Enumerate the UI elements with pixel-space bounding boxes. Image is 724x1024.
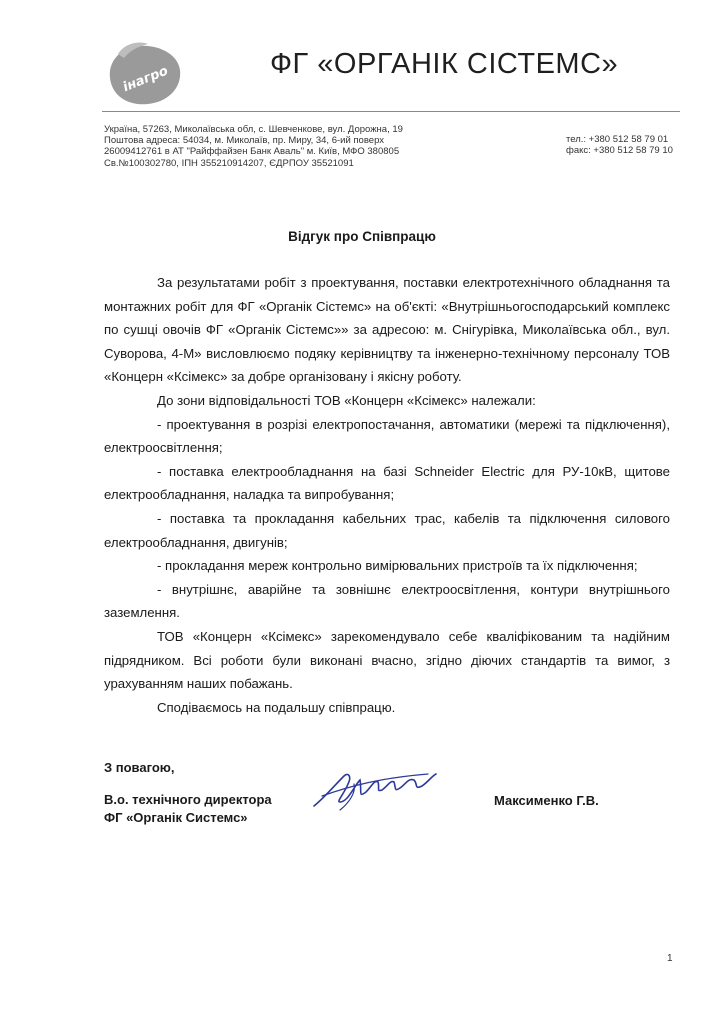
handwritten-signature [310,762,440,814]
inagro-logo [104,40,186,110]
address-block [104,124,403,169]
phone-number: тел.: +380 512 58 79 01 [566,134,669,145]
document-title: Відгук про Співпрацю [288,229,436,244]
paragraph: До зони відповідальності ТОВ «Концерн «Ксімекс» належали: [157,392,536,408]
list-item: - проектування в розрізі електропостачання, автоматики (мережі та підключення), електроосвітлення; [104,416,670,456]
paragraph: ТОВ «Концерн «Ксімекс» зарекомендувало себе кваліфікованим та надійним підрядником. Всі роботи були виконані вчасно, згідно діючих стандартів та вимог, з урахуванням наших побажань. [104,628,670,692]
fax-number: факс: +380 512 58 79 10 [566,145,673,157]
letter-body [104,271,670,719]
position-title: В.о. технічного директора [104,792,272,807]
svg-text:інагро: інагро [120,63,171,96]
address-line: Св.№100302780, ІПН 355210914207, ЄДРПОУ 35521091 [104,157,354,169]
position-company: ФГ «Органік Системс» [104,810,248,825]
address-line: Поштова адреса: 54034, м. Миколаїв, пр. Миру, 34, 6-ий поверх [104,135,384,147]
list-item: - прокладання мереж контрольно вимірювальних пристроїв та їх підключення; [157,558,638,574]
address-line: Україна, 57263, Миколаївська обл, с. Шевченкове, вул. Дорожна, 19 [104,124,403,135]
paragraph: За результатами робіт з проектування, поставки електротехнічного обладнання та монтажних робіт для ФГ «Органік Сістемс» на об'єкті: «Внутрішньогосподарський комплекс по сушці овочів ФГ «Органік Сістемс»» за адресою: м. Снігурівка, Миколаївська обл., вул. Суворова, 4-М» висловлюємо подяку керівництву та інженерно-технічному персоналу ТОВ «Концерн «Ксімекс» за добре організовану і якісну роботу. [104,275,670,385]
contacts-block [566,134,673,156]
address-line: 26009412761 в АТ "Райффайзен Банк Аваль" м. Київ, МФО 380805 [104,146,400,158]
company-name: ФГ «ОРГАНІК СІСТЕМС» [270,48,619,80]
list-item: - внутрішнє, аварійне та зовнішнє електроосвітлення, контури внутрішнього заземлення. [104,581,670,621]
signer-name: Максименко Г.В. [494,793,599,808]
header-divider [102,111,680,112]
signer-position [104,791,272,827]
list-item: - поставка електрообладнання на базі Schneider Electric для РУ-10кВ, щитове електрообладнання, наладка та випробування; [104,463,670,503]
closing-regards: З повагою, [104,760,175,775]
paragraph: Сподіваємось на подальшу співпрацю. [157,699,396,715]
list-item: - поставка та прокладання кабельних трас, кабелів та підключення силового електрообладнання, двигунів; [104,510,670,550]
page-number: 1 [667,953,673,964]
